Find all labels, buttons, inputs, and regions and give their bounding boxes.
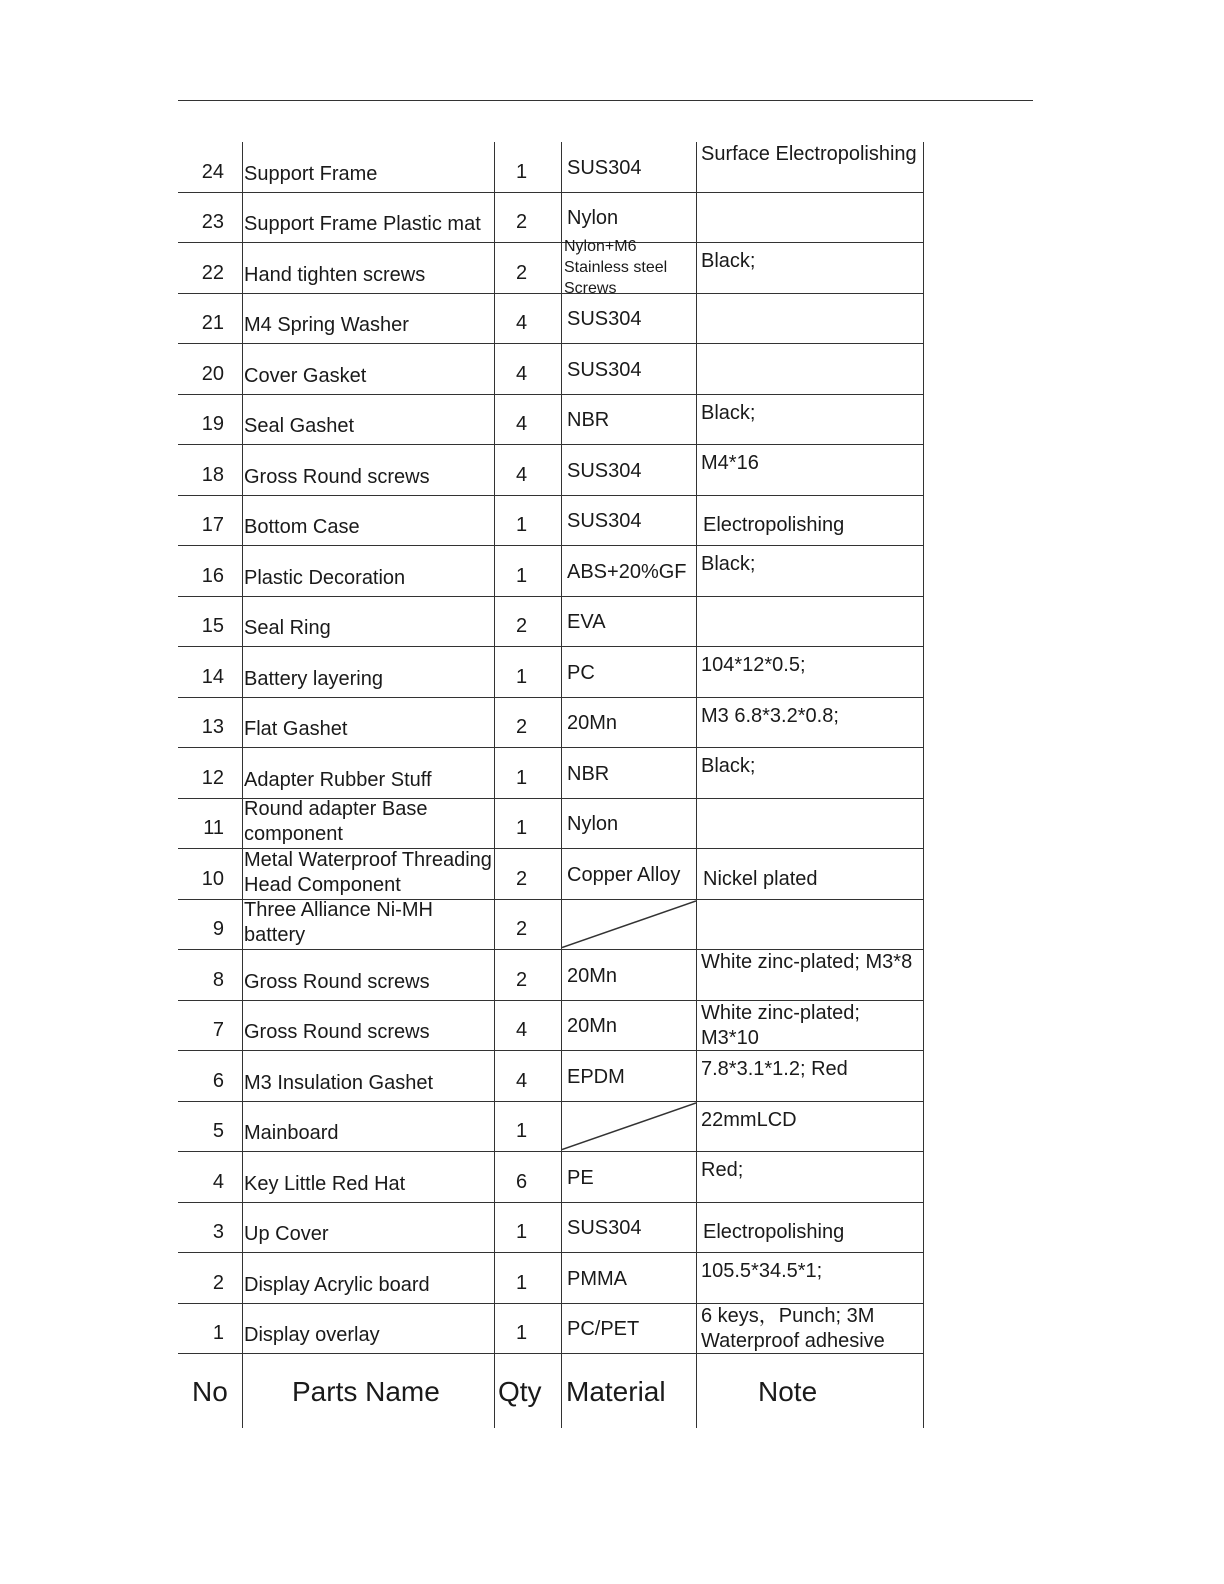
table-row xyxy=(178,950,924,1001)
table-row xyxy=(178,395,924,446)
no-cell xyxy=(178,1304,242,1354)
no-cell xyxy=(178,698,242,748)
no-cell xyxy=(178,1051,242,1101)
part-name: Display overlay xyxy=(244,1324,380,1346)
qty-cell xyxy=(494,193,561,243)
part-material: Nylon xyxy=(567,813,619,835)
note-cell xyxy=(696,1102,924,1152)
part-qty: 4 xyxy=(516,1069,528,1092)
table-row xyxy=(178,1001,924,1052)
table-row xyxy=(178,1152,924,1203)
name-cell xyxy=(242,1304,494,1354)
note-cell xyxy=(696,142,924,192)
part-note: Surface Electropolishing xyxy=(701,143,917,165)
no-cell xyxy=(178,1203,242,1253)
name-cell xyxy=(242,1152,494,1202)
part-name: Up Cover xyxy=(244,1223,329,1245)
table-row xyxy=(178,900,924,951)
part-material: SUS304 xyxy=(567,510,642,532)
no-cell xyxy=(178,597,242,647)
table-row xyxy=(178,799,924,850)
material-cell xyxy=(561,238,696,297)
part-note: 7.8*3.1*1.2; Red xyxy=(701,1058,848,1080)
name-cell xyxy=(242,395,494,445)
name-cell xyxy=(242,950,494,1000)
part-material: PMMA xyxy=(567,1267,627,1290)
part-name: Plastic Decoration xyxy=(244,566,406,589)
part-name: Battery layering xyxy=(244,667,383,690)
table-row xyxy=(178,445,924,496)
part-qty: 2 xyxy=(516,211,528,233)
table-row xyxy=(178,546,924,597)
no-cell xyxy=(178,546,242,596)
name-cell xyxy=(242,344,494,394)
qty-cell xyxy=(494,1102,561,1152)
qty-cell xyxy=(494,1051,561,1101)
part-material: PE xyxy=(567,1166,594,1189)
part-qty: 1 xyxy=(516,766,528,789)
no-cell xyxy=(178,1152,242,1202)
part-material: 20Mn xyxy=(567,712,618,734)
part-material: Nylon xyxy=(567,207,619,229)
no-cell xyxy=(178,142,242,192)
part-material: NBR xyxy=(567,409,610,431)
part-qty: 1 xyxy=(516,564,528,587)
part-number: 21 xyxy=(201,312,224,334)
no-cell xyxy=(178,748,242,798)
qty-cell xyxy=(494,799,561,849)
header-qty: Qty xyxy=(498,1376,542,1407)
note-cell xyxy=(696,1152,924,1202)
material-cell xyxy=(561,1203,696,1253)
part-number: 19 xyxy=(201,413,224,435)
no-cell xyxy=(178,445,242,495)
note-cell xyxy=(696,344,924,394)
header-no: No xyxy=(192,1376,228,1407)
table-row xyxy=(178,1051,924,1102)
part-material: PC xyxy=(567,661,595,684)
part-name: Mainboard xyxy=(244,1122,339,1144)
part-material: 20Mn xyxy=(567,964,618,987)
material-cell xyxy=(561,647,696,697)
part-number: 17 xyxy=(201,514,224,536)
part-number: 15 xyxy=(201,615,224,637)
part-qty: 4 xyxy=(516,1019,528,1041)
part-material: SUS304 xyxy=(567,459,642,482)
no-cell xyxy=(178,1102,242,1152)
part-note: White zinc-plated; M3*8 xyxy=(701,951,913,973)
header-parts-name: Parts Name xyxy=(292,1376,440,1407)
part-qty: 1 xyxy=(516,1271,528,1294)
part-name: Display Acrylic board xyxy=(244,1273,430,1296)
no-cell xyxy=(178,193,242,243)
part-note: Black; xyxy=(701,755,756,777)
qty-cell xyxy=(494,1001,561,1051)
part-number: 22 xyxy=(201,261,224,284)
part-number: 7 xyxy=(212,1019,224,1041)
part-number: 16 xyxy=(201,564,224,587)
no-cell xyxy=(178,799,242,849)
part-number: 1 xyxy=(212,1322,224,1344)
not-applicable-slash xyxy=(562,1102,696,1152)
part-name: M3 Insulation Gashet xyxy=(244,1071,433,1094)
table-row xyxy=(178,748,924,799)
note-cell xyxy=(696,647,924,697)
part-material: 20Mn xyxy=(567,1015,618,1037)
material-cell xyxy=(561,142,696,192)
note-cell xyxy=(696,950,924,1000)
part-material: Nylon+M6 Stainless steel Screws xyxy=(564,238,668,297)
material-cell xyxy=(561,799,696,849)
table-row xyxy=(178,344,924,395)
table-row xyxy=(178,1304,924,1355)
no-cell xyxy=(178,647,242,697)
qty-cell xyxy=(494,243,561,293)
parts-table xyxy=(178,142,924,1428)
material-cell xyxy=(561,849,696,899)
name-cell xyxy=(242,142,494,192)
table-row xyxy=(178,496,924,547)
part-number: 23 xyxy=(201,211,224,233)
part-note: Nickel plated xyxy=(703,867,818,890)
table-row xyxy=(178,193,924,244)
part-qty: 2 xyxy=(516,918,528,940)
name-cell xyxy=(242,698,494,748)
part-number: 14 xyxy=(201,665,224,688)
name-cell xyxy=(242,1203,494,1253)
part-number: 5 xyxy=(212,1120,224,1142)
part-qty: 1 xyxy=(516,1221,528,1243)
part-note: M3 6.8*3.2*0.8; xyxy=(701,704,839,727)
note-cell xyxy=(696,243,924,293)
part-number: 4 xyxy=(212,1170,224,1193)
part-number: 11 xyxy=(203,817,224,839)
note-cell xyxy=(696,1304,924,1354)
part-material: EVA xyxy=(567,611,606,633)
name-cell xyxy=(242,1102,494,1152)
note-cell xyxy=(696,1001,924,1051)
part-name: Round adapter Base component xyxy=(244,798,428,845)
name-cell xyxy=(242,294,494,344)
name-cell xyxy=(242,799,494,849)
qty-cell xyxy=(494,445,561,495)
material-cell xyxy=(561,546,696,596)
part-note: M4*16 xyxy=(701,452,759,474)
top-rule xyxy=(178,100,1033,101)
table-row xyxy=(178,849,924,900)
name-cell xyxy=(242,1001,494,1051)
part-name: Gross Round screws xyxy=(244,465,430,488)
part-name: Bottom Case xyxy=(244,516,360,538)
part-name: Support Frame Plastic mat xyxy=(244,213,481,235)
material-cell xyxy=(561,900,696,950)
part-name: Flat Gashet xyxy=(244,718,348,740)
no-cell xyxy=(178,344,242,394)
table-row xyxy=(178,1203,924,1254)
header-material: Material xyxy=(566,1376,666,1407)
name-cell xyxy=(242,496,494,546)
qty-cell xyxy=(494,344,561,394)
part-note: White zinc-plated; M3*10 xyxy=(701,1001,860,1049)
part-name: Key Little Red Hat xyxy=(244,1172,406,1195)
part-qty: 2 xyxy=(516,968,528,991)
table-row xyxy=(178,597,924,648)
qty-cell xyxy=(494,647,561,697)
part-material: EPDM xyxy=(567,1065,625,1088)
part-material: Copper Alloy xyxy=(567,863,681,886)
note-cell xyxy=(696,597,924,647)
note-cell xyxy=(696,748,924,798)
part-number: 6 xyxy=(212,1069,224,1092)
part-note: Electropolishing xyxy=(703,1221,845,1243)
table-row xyxy=(178,238,924,297)
part-number: 24 xyxy=(201,160,224,183)
part-name: Adapter Rubber Stuff xyxy=(244,768,432,791)
qty-cell xyxy=(494,900,561,950)
part-number: 13 xyxy=(201,716,224,738)
part-note: Red; xyxy=(701,1159,744,1181)
qty-cell xyxy=(494,1304,561,1354)
no-cell xyxy=(178,294,242,344)
name-cell xyxy=(242,546,494,596)
no-cell xyxy=(178,496,242,546)
qty-cell xyxy=(494,698,561,748)
part-number: 9 xyxy=(212,918,224,940)
table-row xyxy=(178,698,924,749)
not-applicable-slash xyxy=(562,900,696,950)
name-cell xyxy=(242,243,494,293)
name-cell xyxy=(242,849,494,899)
part-material: SUS304 xyxy=(567,358,642,381)
part-qty: 1 xyxy=(516,1322,528,1344)
qty-cell xyxy=(494,1253,561,1303)
part-name: Seal Ring xyxy=(244,617,331,639)
note-cell xyxy=(696,395,924,445)
part-number: 8 xyxy=(212,968,224,991)
material-cell xyxy=(561,395,696,445)
part-name: Gross Round screws xyxy=(244,970,430,993)
part-number: 20 xyxy=(201,362,224,385)
note-cell xyxy=(696,698,924,748)
no-cell xyxy=(178,1253,242,1303)
part-note: Electropolishing xyxy=(703,514,845,536)
part-qty: 2 xyxy=(516,261,528,284)
material-cell xyxy=(561,193,696,243)
part-note: Black; xyxy=(701,250,756,272)
part-note: Black; xyxy=(701,553,756,575)
part-material: ABS+20%GF xyxy=(567,560,687,583)
qty-cell xyxy=(494,395,561,445)
no-cell xyxy=(178,243,242,293)
part-material: SUS304 xyxy=(567,156,642,179)
qty-cell xyxy=(494,294,561,344)
table-row xyxy=(178,142,924,193)
part-name: Hand tighten screws xyxy=(244,263,426,286)
name-cell xyxy=(242,1253,494,1303)
qty-cell xyxy=(494,597,561,647)
part-note: 22mmLCD xyxy=(701,1108,797,1131)
part-note: 104*12*0.5; xyxy=(701,654,806,676)
qty-cell xyxy=(494,748,561,798)
material-cell xyxy=(561,1152,696,1202)
note-cell xyxy=(696,546,924,596)
part-name: M4 Spring Washer xyxy=(244,314,409,336)
material-cell xyxy=(561,698,696,748)
name-cell xyxy=(242,647,494,697)
no-cell xyxy=(178,1001,242,1051)
qty-cell xyxy=(494,849,561,899)
table-row xyxy=(178,647,924,698)
note-cell xyxy=(696,1051,924,1101)
header-name-cell xyxy=(242,1354,494,1428)
material-cell xyxy=(561,1253,696,1303)
name-cell xyxy=(242,900,494,950)
part-note: 105.5*34.5*1; xyxy=(701,1260,823,1282)
part-qty: 1 xyxy=(516,514,528,536)
qty-cell xyxy=(494,496,561,546)
part-number: 3 xyxy=(212,1221,224,1243)
part-qty: 4 xyxy=(516,413,528,435)
table-row xyxy=(178,1253,924,1304)
qty-cell xyxy=(494,142,561,192)
name-cell xyxy=(242,597,494,647)
part-name: Seal Gashet xyxy=(244,415,355,437)
note-cell xyxy=(696,496,924,546)
material-cell xyxy=(561,950,696,1000)
table-row xyxy=(178,1102,924,1153)
part-note: Black; xyxy=(701,401,756,424)
part-qty: 4 xyxy=(516,362,528,385)
header-material-cell xyxy=(561,1354,696,1428)
part-name: Cover Gasket xyxy=(244,364,367,387)
material-cell xyxy=(561,1001,696,1051)
header-qty-cell xyxy=(494,1354,561,1428)
material-cell xyxy=(561,344,696,394)
part-material: PC/PET xyxy=(567,1318,640,1340)
note-cell xyxy=(696,849,924,899)
part-note: 6 keys，Punch; 3M Waterproof adhesive xyxy=(701,1304,885,1352)
part-number: 12 xyxy=(201,766,224,789)
part-name: Metal Waterproof Threading Head Component xyxy=(244,848,492,896)
note-cell xyxy=(696,445,924,495)
material-cell xyxy=(561,597,696,647)
qty-cell xyxy=(494,1152,561,1202)
part-name: Gross Round screws xyxy=(244,1021,430,1043)
name-cell xyxy=(242,748,494,798)
material-cell xyxy=(561,748,696,798)
table-header xyxy=(178,1354,924,1428)
note-cell xyxy=(696,900,924,950)
no-cell xyxy=(178,950,242,1000)
qty-cell xyxy=(494,1203,561,1253)
part-qty: 2 xyxy=(516,867,528,890)
material-cell xyxy=(561,1304,696,1354)
part-qty: 4 xyxy=(516,312,528,334)
qty-cell xyxy=(494,950,561,1000)
part-material: NBR xyxy=(567,762,610,785)
no-cell xyxy=(178,395,242,445)
qty-cell xyxy=(494,546,561,596)
part-qty: 2 xyxy=(516,716,528,738)
material-cell xyxy=(561,496,696,546)
part-qty: 1 xyxy=(516,817,528,839)
name-cell xyxy=(242,1051,494,1101)
part-qty: 6 xyxy=(516,1170,528,1193)
part-qty: 1 xyxy=(516,665,528,688)
note-cell xyxy=(696,294,924,344)
part-number: 2 xyxy=(212,1271,224,1294)
part-qty: 1 xyxy=(516,160,528,183)
table-row xyxy=(178,294,924,345)
part-qty: 1 xyxy=(516,1120,528,1142)
parts-table-body xyxy=(178,142,924,1354)
no-cell xyxy=(178,849,242,899)
part-name: Support Frame xyxy=(244,162,378,185)
note-cell xyxy=(696,1253,924,1303)
material-cell xyxy=(561,445,696,495)
part-material: SUS304 xyxy=(567,308,642,330)
material-cell xyxy=(561,294,696,344)
note-cell xyxy=(696,193,924,243)
part-qty: 2 xyxy=(516,615,528,637)
note-cell xyxy=(696,799,924,849)
part-number: 18 xyxy=(201,463,224,486)
part-name: Three Alliance Ni-MH battery xyxy=(244,899,433,946)
header-note-cell xyxy=(696,1354,924,1428)
part-qty: 4 xyxy=(516,463,528,486)
material-cell xyxy=(561,1102,696,1152)
part-number: 10 xyxy=(201,867,224,890)
name-cell xyxy=(242,445,494,495)
note-cell xyxy=(696,1203,924,1253)
header-note: Note xyxy=(758,1376,818,1407)
material-cell xyxy=(561,1051,696,1101)
no-cell xyxy=(178,900,242,950)
part-material: SUS304 xyxy=(567,1217,642,1239)
name-cell xyxy=(242,193,494,243)
header-no-cell xyxy=(178,1354,242,1428)
